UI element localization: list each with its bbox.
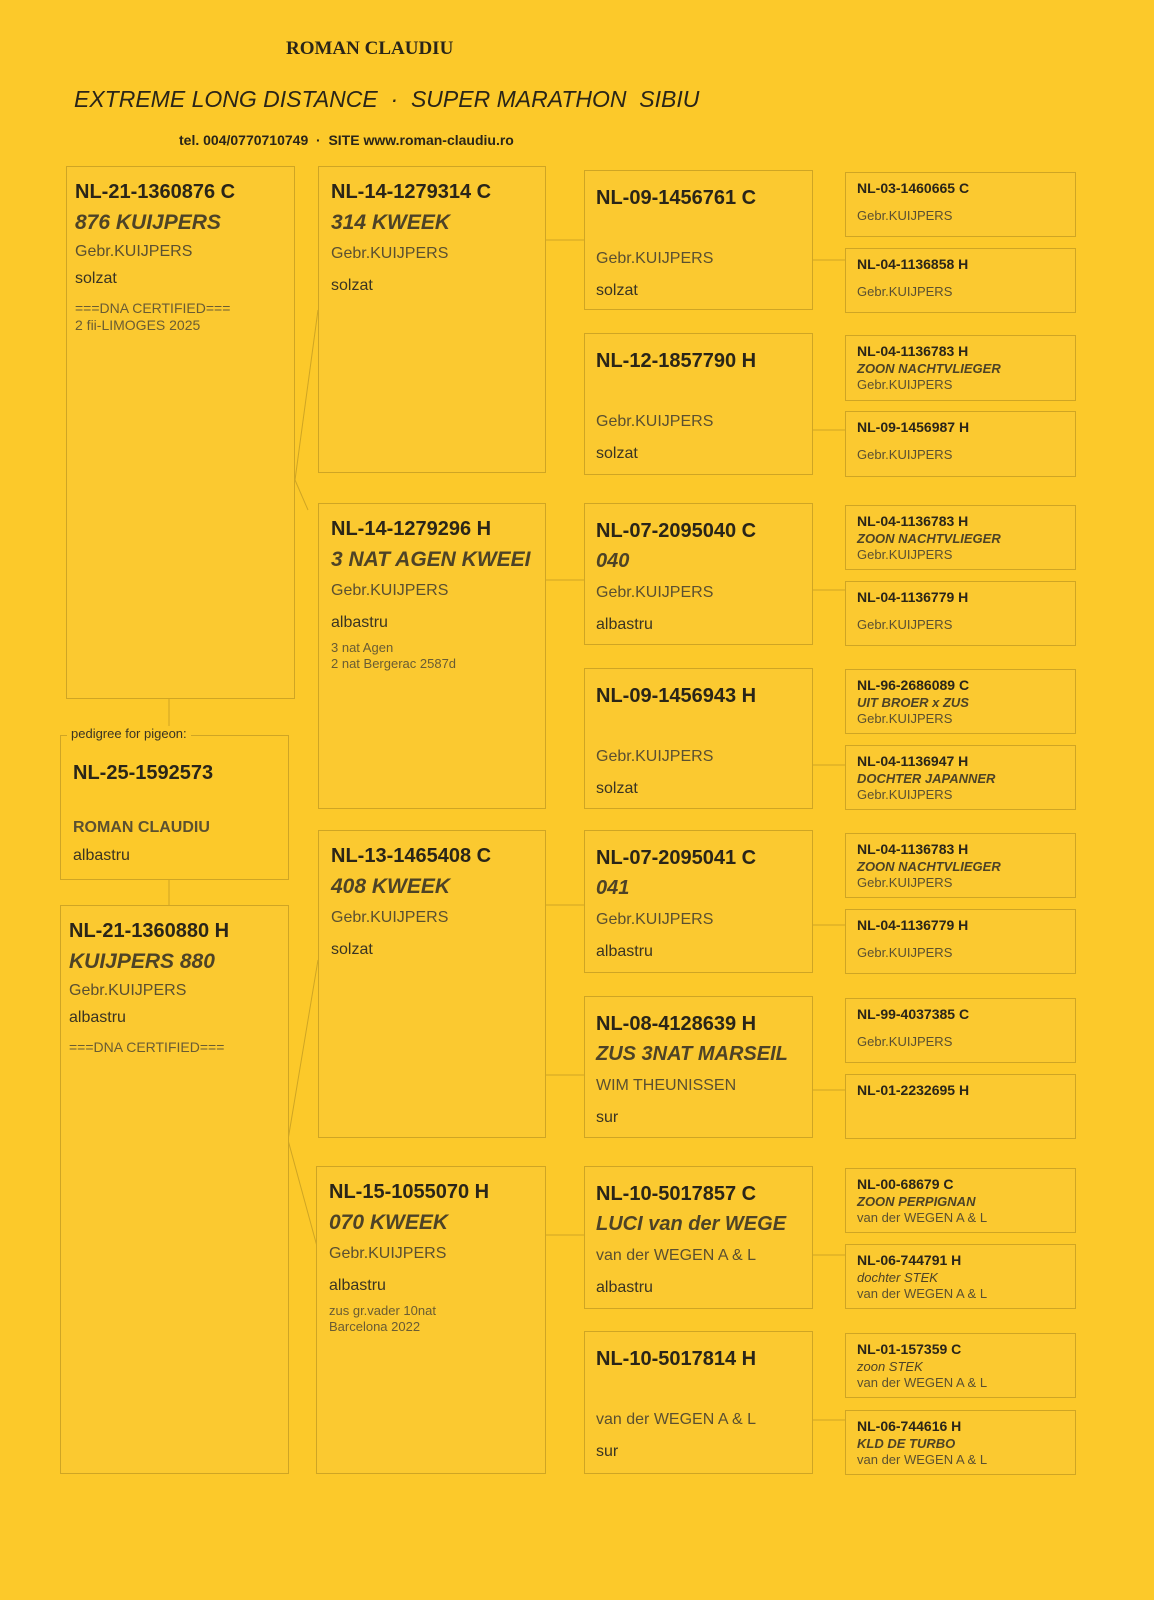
gen2-breeder: Gebr.KUIJPERS [331,245,449,262]
gen3-card [584,1166,813,1309]
gen3-ring: NL-12-1857790 H [596,350,757,372]
gen2-name: 3 NAT AGEN KWEEI [331,548,531,571]
gen2-color: albastru [331,614,388,631]
gen3-color: sur [596,1109,619,1126]
sire-color: solzat [75,270,117,287]
gen3-color: albastru [596,943,653,960]
gen4-card [845,335,1076,401]
gen3-color: sur [596,1443,619,1460]
gen3-name: 040 [596,550,630,572]
subject-ring: NL-25-1592573 [73,762,214,784]
gen3-card [584,830,813,973]
subject-card [60,726,289,880]
gen4-ring: NL-04-1136858 H [857,256,969,272]
gen3-breeder: WIM THEUNISSEN [596,1077,737,1094]
gen3-card [584,1331,813,1474]
gen4-name: DOCHTER JAPANNER [857,771,996,786]
gen4-card [845,581,1076,646]
gen4-breeder: van der WEGEN A & L [857,1286,988,1301]
gen4-breeder: Gebr.KUIJPERS [857,377,953,392]
gen4-ring: NL-99-4037385 C [857,1006,970,1022]
gen3-name: ZUS 3NAT MARSEIL [596,1043,788,1065]
owner-title: ROMAN CLAUDIU [286,38,454,59]
gen4-ring: NL-03-1460665 C [857,180,970,196]
sire-note: ===DNA CERTIFIED=== [75,300,231,316]
gen4-name: ZOON NACHTVLIEGER [857,859,1001,874]
gen4-card [845,745,1076,810]
gen3-breeder: van der WEGEN A & L [596,1247,757,1264]
gen4-name: UIT BROER x ZUS [857,695,969,710]
gen4-ring: NL-04-1136783 H [857,841,969,857]
gen2-breeder: Gebr.KUIJPERS [331,909,449,926]
gen4-name: ZOON NACHTVLIEGER [857,531,1001,546]
gen3-ring: NL-08-4128639 H [596,1013,757,1035]
gen2-note: zus gr.vader 10nat [329,1303,436,1318]
gen2-card [316,1166,546,1474]
gen4-ring: NL-04-1136947 H [857,753,969,769]
gen2-name: 070 KWEEK [329,1211,449,1234]
gen2-note: 3 nat Agen [331,640,394,655]
gen3-color: albastru [596,616,653,633]
gen4-card [845,1074,1076,1139]
gen4-breeder: Gebr.KUIJPERS [857,617,953,632]
gen4-ring: NL-04-1136783 H [857,513,969,529]
sire-ring: NL-21-1360876 C [75,181,236,203]
gen4-ring: NL-01-157359 C [857,1341,962,1357]
gen2-breeder: Gebr.KUIJPERS [329,1245,447,1262]
gen3-color: solzat [596,780,638,797]
dam-card [60,905,289,1474]
gen4-name: dochter STEK [857,1270,938,1285]
gen4-name: ZOON PERPIGNAN [857,1194,976,1209]
gen3-card [584,333,813,475]
dam-ring: NL-21-1360880 H [69,920,230,942]
gen3-breeder: Gebr.KUIJPERS [596,911,714,928]
gen4-card [845,172,1076,237]
gen4-ring: NL-06-744791 H [857,1252,962,1268]
gen4-name: ZOON NACHTVLIEGER [857,361,1001,376]
gen3-breeder: van der WEGEN A & L [596,1411,757,1428]
gen3-color: solzat [596,445,638,462]
subject-legend: pedigree for pigeon: [67,726,191,741]
gen2-ring: NL-13-1465408 C [331,845,492,867]
gen4-ring: NL-04-1136783 H [857,343,969,359]
gen4-breeder: Gebr.KUIJPERS [857,787,953,802]
specialty-subtitle: EXTREME LONG DISTANCE · SUPER MARATHON SIBIU [74,86,700,112]
gen3-ring: NL-07-2095041 C [596,847,757,869]
gen2-card [318,503,546,809]
dam-color: albastru [69,1009,126,1026]
gen4-card [845,833,1076,898]
gen4-breeder: Gebr.KUIJPERS [857,208,953,223]
gen2-ring: NL-14-1279314 C [331,181,492,203]
contact-line: tel. 004/0770710749 · SITE www.roman-claudiu.ro [179,132,514,148]
gen3-card [584,668,813,809]
subject-breeder: ROMAN CLAUDIU [73,819,210,836]
gen3-breeder: Gebr.KUIJPERS [596,584,714,601]
gen4-breeder: Gebr.KUIJPERS [857,875,953,890]
sire-breeder: Gebr.KUIJPERS [75,243,193,260]
gen3-name: LUCI van der WEGE [596,1213,787,1235]
gen4-card [845,505,1076,570]
gen3-breeder: Gebr.KUIJPERS [596,748,714,765]
gen4-ring: NL-04-1136779 H [857,589,969,605]
gen4-breeder: van der WEGEN A & L [857,1210,988,1225]
gen4-card [845,1244,1076,1309]
gen4-card [845,669,1076,734]
gen4-card [845,998,1076,1063]
sire-card [66,166,295,699]
gen2-card [318,830,546,1138]
gen2-note: Barcelona 2022 [329,1319,421,1334]
gen3-card [584,170,813,310]
gen2-color: solzat [331,277,373,294]
gen4-breeder: van der WEGEN A & L [857,1375,988,1390]
gen3-name: 041 [596,877,630,899]
gen3-color: solzat [596,282,638,299]
gen4-card [845,1410,1076,1475]
gen3-breeder: Gebr.KUIJPERS [596,413,714,430]
gen4-breeder: Gebr.KUIJPERS [857,447,953,462]
gen3-card [584,996,813,1138]
gen3-breeder: Gebr.KUIJPERS [596,250,714,267]
gen4-card [845,248,1076,313]
gen4-breeder: Gebr.KUIJPERS [857,1034,953,1049]
gen3-card [584,503,813,645]
gen2-ring: NL-14-1279296 H [331,518,492,540]
gen3-ring: NL-10-5017857 C [596,1183,757,1205]
gen3-ring: NL-10-5017814 H [596,1348,757,1370]
dam-breeder: Gebr.KUIJPERS [69,982,187,999]
gen3-ring: NL-07-2095040 C [596,520,757,542]
dam-name: KUIJPERS 880 [69,950,215,973]
sire-name: 876 KUIJPERS [75,211,221,234]
gen4-ring: NL-04-1136779 H [857,917,969,933]
gen4-name: zoon STEK [857,1359,923,1374]
gen2-color: solzat [331,941,373,958]
gen2-breeder: Gebr.KUIJPERS [331,582,449,599]
gen3-color: albastru [596,1279,653,1296]
gen4-card [845,1333,1076,1398]
subject-color: albastru [73,847,130,864]
gen4-breeder: Gebr.KUIJPERS [857,284,953,299]
gen4-ring: NL-00-68679 C [857,1176,954,1192]
gen2-color: albastru [329,1277,386,1294]
gen4-ring: NL-06-744616 H [857,1418,962,1434]
gen2-card [318,166,546,473]
sire-note: 2 fii-LIMOGES 2025 [75,317,201,333]
gen4-ring: NL-01-2232695 H [857,1082,970,1098]
gen4-breeder: van der WEGEN A & L [857,1452,988,1467]
gen4-card [845,411,1076,477]
gen2-note: 2 nat Bergerac 2587d [331,656,457,671]
gen4-ring: NL-09-1456987 H [857,419,970,435]
gen4-name: KLD DE TURBO [857,1436,956,1451]
gen2-name: 314 KWEEK [331,211,451,234]
gen4-card [845,1168,1076,1233]
gen4-breeder: Gebr.KUIJPERS [857,547,953,562]
gen4-breeder: Gebr.KUIJPERS [857,711,953,726]
gen4-breeder: Gebr.KUIJPERS [857,945,953,960]
gen2-ring: NL-15-1055070 H [329,1181,490,1203]
gen4-ring: NL-96-2686089 C [857,677,970,693]
dam-note: ===DNA CERTIFIED=== [69,1039,225,1055]
gen4-card [845,909,1076,974]
gen3-ring: NL-09-1456943 H [596,685,757,707]
gen3-ring: NL-09-1456761 C [596,187,757,209]
gen2-name: 408 KWEEK [331,875,451,898]
